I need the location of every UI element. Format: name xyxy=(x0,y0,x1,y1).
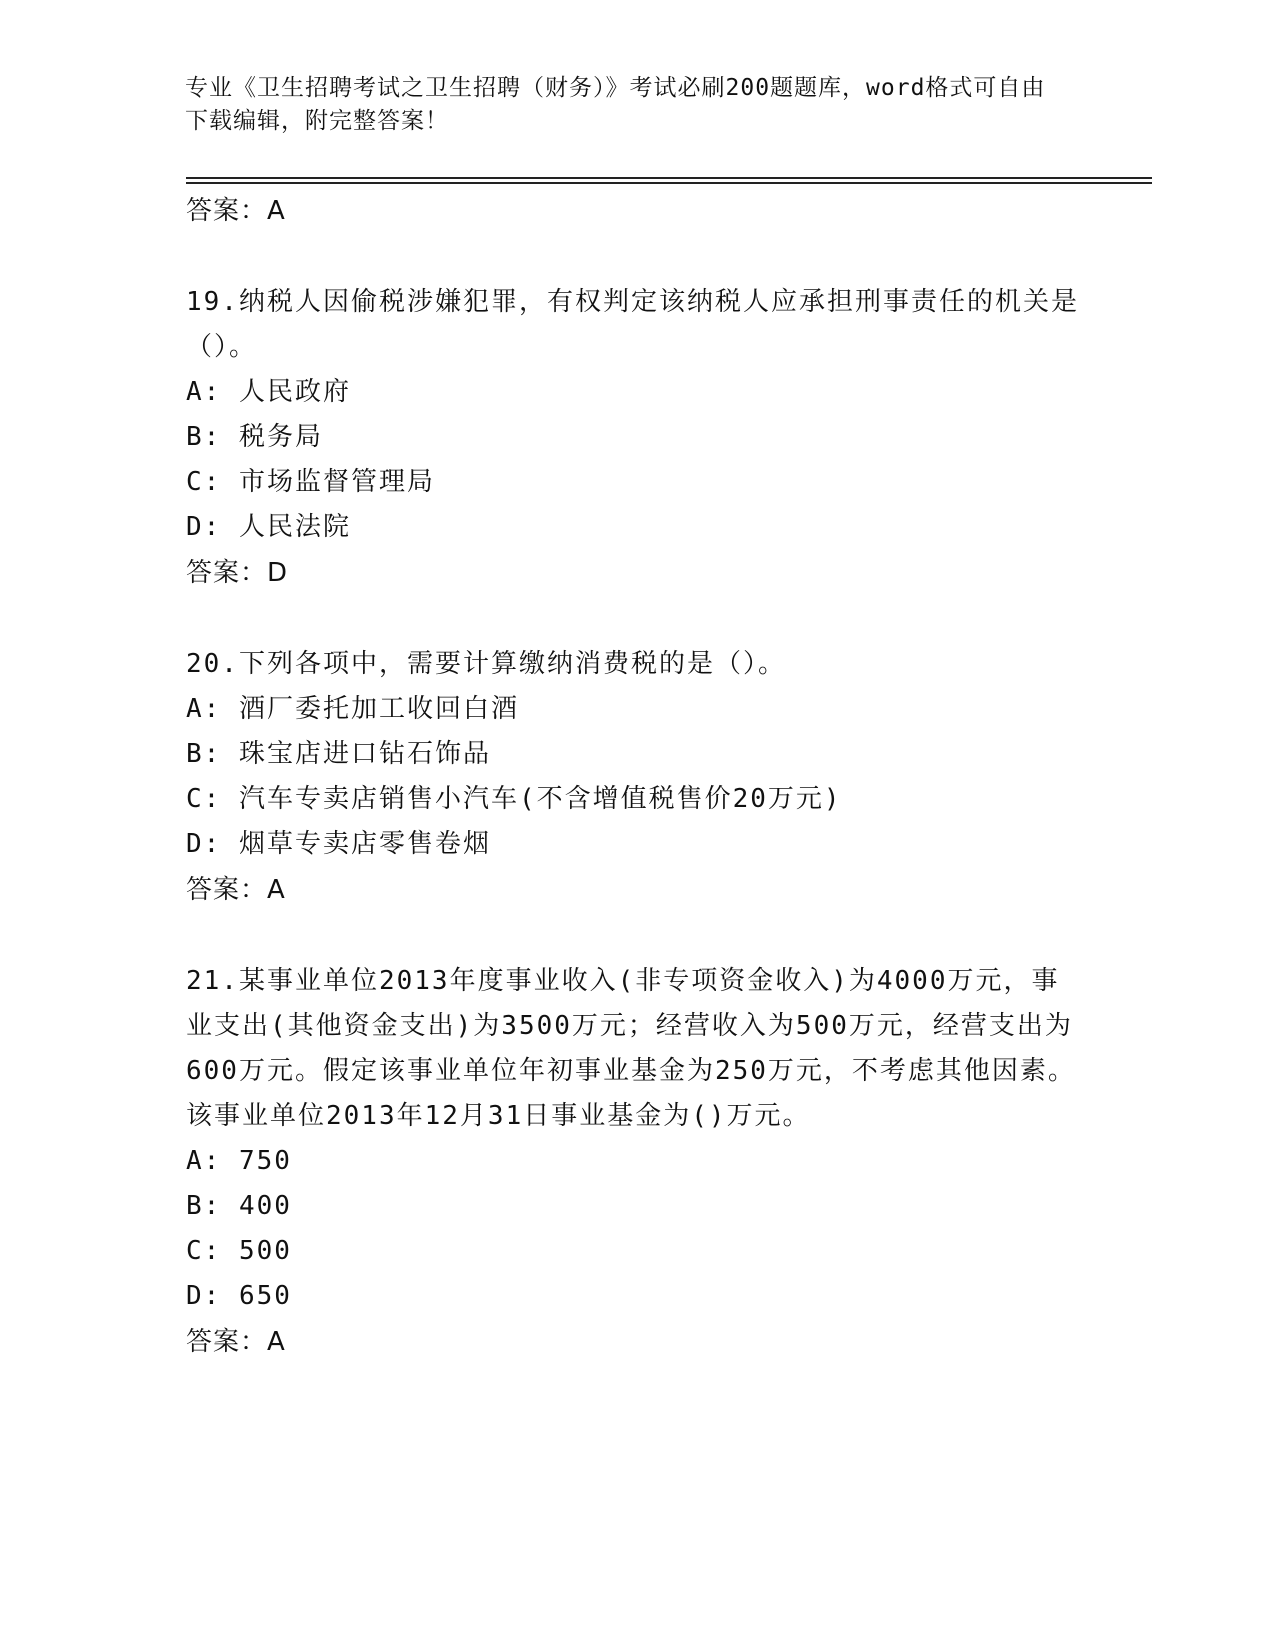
answer-line: 答案：A xyxy=(186,1327,286,1357)
question-text: 20.下列各项中，需要计算缴纳消费税的是（）。 xyxy=(186,649,786,679)
option-d: D: 650 xyxy=(186,1281,292,1311)
option-b: B: 税务局 xyxy=(186,422,323,452)
option-b: B: 400 xyxy=(186,1191,292,1221)
option-a: A: 酒厂委托加工收回白酒 xyxy=(186,694,519,724)
question-text: 21.某事业单位2013年度事业收入(非专项资金收入)为4000万元，事业支出(其他资金支出)为3500万元；经营收入为500万元，经营支出为600万元。假定该事业单位年初事业基金为250万元，不考虑其他因素。该事业单位2013年12月31日事业基金为()万元。 xyxy=(186,966,1076,1131)
document-header xyxy=(185,72,1065,138)
option-c: C: 500 xyxy=(186,1236,292,1266)
answer-line: 答案：D xyxy=(186,558,289,588)
option-a: A: 人民政府 xyxy=(186,377,351,407)
header-divider-top xyxy=(186,177,1152,179)
question-20 xyxy=(186,642,1086,913)
question-19 xyxy=(186,280,1086,596)
question-list xyxy=(186,188,1086,1411)
question-21 xyxy=(186,959,1086,1365)
question-text: 19.纳税人因偷税涉嫌犯罪，有权判定该纳税人应承担刑事责任的机关是（）。 xyxy=(186,287,1079,362)
option-b: B: 珠宝店进口钻石饰品 xyxy=(186,739,491,769)
option-c: C: 汽车专卖店销售小汽车(不含增值税售价20万元) xyxy=(186,784,842,814)
option-d: D: 烟草专卖店零售卷烟 xyxy=(186,829,491,859)
option-c: C: 市场监督管理局 xyxy=(186,467,435,497)
option-d: D: 人民法院 xyxy=(186,512,351,542)
option-a: A: 750 xyxy=(186,1146,292,1176)
answer-line: 答案：A xyxy=(186,196,286,226)
header-divider-bottom xyxy=(186,182,1152,184)
answer-line: 答案：A xyxy=(186,875,286,905)
header-text: 专业《卫生招聘考试之卫生招聘（财务）》考试必刷200题题库，word格式可自由下载编辑，附完整答案！ xyxy=(185,75,1046,134)
